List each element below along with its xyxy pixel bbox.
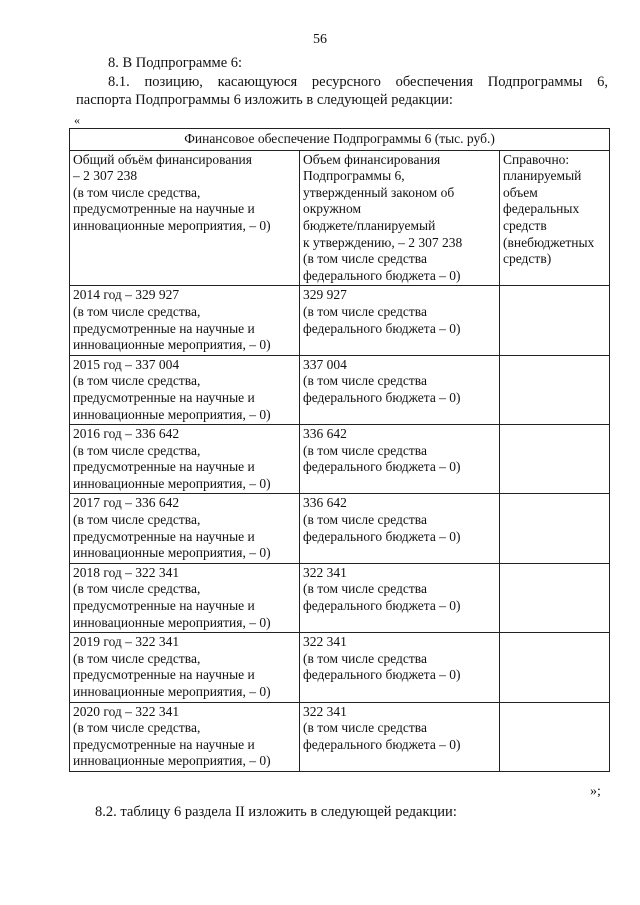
table-row [70, 286, 610, 355]
cell-line: инновационные мероприятия, – 0) [73, 753, 271, 769]
cell-line: инновационные мероприятия, – 0) [73, 337, 271, 353]
year-total-cell [70, 425, 300, 494]
cell-line: предусмотренные на научные и [73, 389, 255, 405]
header-line: Подпрограммы 6, [303, 168, 405, 184]
cell-line: 336 642 [303, 495, 347, 511]
cell-line: федерального бюджета – 0) [303, 389, 461, 405]
cell-line: (в том числе средства [303, 303, 427, 319]
cell-line: инновационные мероприятия, – 0) [73, 406, 271, 422]
header-line: к утверждению, – 2 307 238 [303, 234, 463, 250]
table-row [70, 355, 610, 424]
cell-line: 2016 год – 336 642 [73, 426, 180, 442]
header-line: окружном [303, 201, 362, 217]
cell-line: 322 341 [303, 634, 347, 650]
header-line: бюджете/планируемый [303, 217, 436, 233]
cell-line: 322 341 [303, 564, 347, 580]
year-total-cell [70, 494, 300, 563]
year-reference-cell [500, 425, 610, 494]
header-line: – 2 307 238 [73, 168, 138, 184]
cell-line: федерального бюджета – 0) [303, 598, 461, 614]
cell-line: 336 642 [303, 426, 347, 442]
year-budget-cell [300, 425, 500, 494]
header-line: федерального бюджета – 0) [303, 267, 461, 283]
header-line: Справочно: [503, 151, 570, 167]
year-reference-cell [500, 286, 610, 355]
header-line: планируемый [503, 168, 582, 184]
item-8-1-line1: 8.1. позицию, касающуюся ресурсного обеспечения Подпрограммы 6, [108, 74, 608, 90]
year-total-cell [70, 702, 300, 771]
header-line: утвержденный законом об [303, 184, 455, 200]
table-row [70, 425, 610, 494]
header-approved-funding [300, 150, 500, 286]
cell-line: (в том числе средства [303, 581, 427, 597]
financing-table [69, 128, 610, 772]
year-reference-cell [500, 702, 610, 771]
cell-line: инновационные мероприятия, – 0) [73, 475, 271, 491]
year-reference-cell [500, 633, 610, 702]
cell-line: инновационные мероприятия, – 0) [73, 545, 271, 561]
cell-line: 2015 год – 337 004 [73, 356, 180, 372]
cell-line: (в том числе средства [303, 373, 427, 389]
table-row [70, 563, 610, 632]
cell-line: предусмотренные на научные и [73, 528, 255, 544]
cell-line: (в том числе средства, [73, 442, 201, 458]
header-line: (внебюджетных [503, 234, 595, 250]
header-line: (в том числе средства [303, 251, 427, 267]
cell-line: предусмотренные на научные и [73, 667, 255, 683]
cell-line: федерального бюджета – 0) [303, 320, 461, 336]
cell-line: (в том числе средства, [73, 303, 201, 319]
year-reference-cell [500, 563, 610, 632]
header-total-funding [70, 150, 300, 286]
table-title: Финансовое обеспечение Подпрограммы 6 (тыс. руб.) [70, 129, 610, 151]
cell-line: 2017 год – 336 642 [73, 495, 180, 511]
table-header-row [70, 150, 610, 286]
cell-line: федерального бюджета – 0) [303, 528, 461, 544]
cell-line: 2020 год – 322 341 [73, 703, 180, 719]
cell-line: предусмотренные на научные и [73, 320, 255, 336]
item-8-2: 8.2. таблицу 6 раздела II изложить в следующей редакции: [95, 804, 457, 820]
year-total-cell [70, 633, 300, 702]
cell-line: 2019 год – 322 341 [73, 634, 180, 650]
cell-line: (в том числе средства, [73, 581, 201, 597]
year-total-cell [70, 355, 300, 424]
cell-line: федерального бюджета – 0) [303, 667, 461, 683]
table-row [70, 633, 610, 702]
header-line: средств) [503, 251, 552, 267]
header-line: Объем финансирования [303, 151, 441, 167]
header-line: (в том числе средства, [73, 184, 201, 200]
header-line: федеральных [503, 201, 580, 217]
cell-line: (в том числе средства [303, 650, 427, 666]
cell-line: (в том числе средства, [73, 512, 201, 528]
year-total-cell [70, 563, 300, 632]
cell-line: инновационные мероприятия, – 0) [73, 614, 271, 630]
cell-line: предусмотренные на научные и [73, 736, 255, 752]
year-budget-cell [300, 563, 500, 632]
page-number: 56 [313, 32, 327, 47]
header-line: инновационные мероприятия, – 0) [73, 217, 271, 233]
year-budget-cell [300, 286, 500, 355]
header-line: Общий объём финансирования [73, 151, 252, 167]
year-budget-cell [300, 355, 500, 424]
cell-line: 337 004 [303, 356, 347, 372]
cell-line: (в том числе средства, [73, 650, 201, 666]
table-row [70, 702, 610, 771]
year-reference-cell [500, 494, 610, 563]
cell-line: предусмотренные на научные и [73, 459, 255, 475]
cell-line: (в том числе средства [303, 442, 427, 458]
cell-line: федерального бюджета – 0) [303, 459, 461, 475]
header-line: предусмотренные на научные и [73, 201, 255, 217]
year-budget-cell [300, 633, 500, 702]
cell-line: (в том числе средства, [73, 720, 201, 736]
cell-line: инновационные мероприятия, – 0) [73, 684, 271, 699]
header-reference-funds [500, 150, 610, 286]
cell-line: 322 341 [303, 703, 347, 719]
year-reference-cell [500, 355, 610, 424]
cell-line: 2018 год – 322 341 [73, 564, 180, 580]
year-total-cell [70, 286, 300, 355]
year-budget-cell [300, 702, 500, 771]
item-8-1-line2: паспорта Подпрограммы 6 изложить в следующей редакции: [76, 92, 453, 108]
cell-line: 329 927 [303, 287, 347, 303]
section-heading: 8. В Подпрограмме 6: [108, 55, 243, 71]
header-line: средств [503, 217, 547, 233]
cell-line: федерального бюджета – 0) [303, 736, 461, 752]
cell-line: предусмотренные на научные и [73, 598, 255, 614]
cell-line: (в том числе средства, [73, 373, 201, 389]
cell-line: (в том числе средства [303, 512, 427, 528]
closing-quote: »; [590, 784, 601, 799]
header-line: объем [503, 184, 538, 200]
table-row [70, 494, 610, 563]
open-quote: « [74, 113, 80, 127]
cell-line: (в том числе средства [303, 720, 427, 736]
year-budget-cell [300, 494, 500, 563]
cell-line: 2014 год – 329 927 [73, 287, 180, 303]
